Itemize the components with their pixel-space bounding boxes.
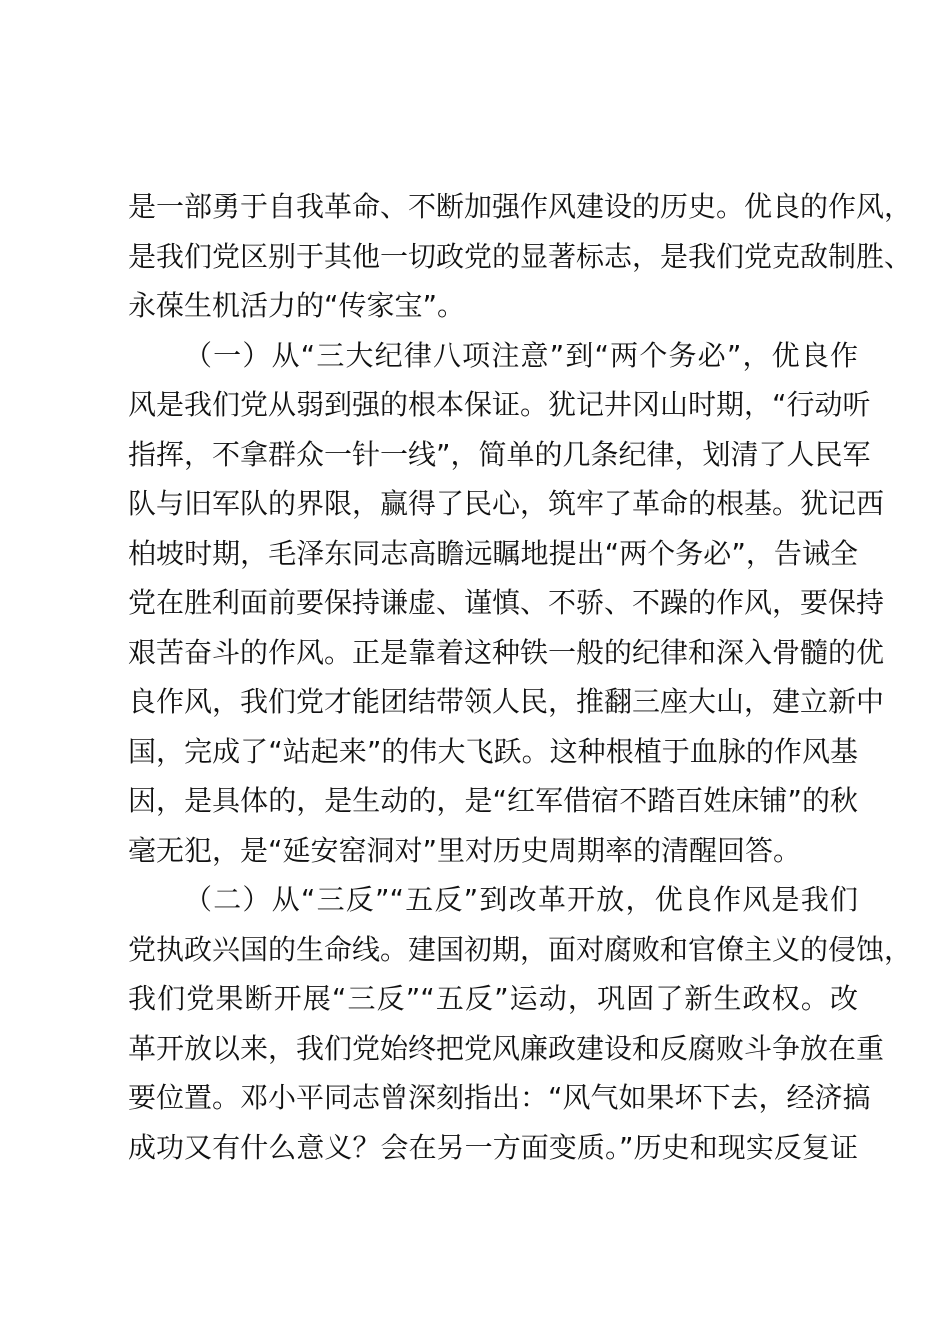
text-line: 因，是具体的，是生动的，是“红军借宿不踏百姓床铺”的秋 (128, 784, 858, 817)
text-line: 党执政兴国的生命线。建国初期，面对腐败和官僚主义的侵蚀， (128, 932, 913, 966)
paragraph-section-2 (128, 875, 913, 1172)
text-line: 良作风，我们党才能团结带领人民，推翻三座大山，建立新中 (128, 685, 885, 718)
text-line: 革开放以来，我们党始终把党风廉政建设和反腐败斗争放在重 (128, 1031, 885, 1065)
text-line: 艰苦奋斗的作风。正是靠着这种铁一般的纪律和深入骨髓的优 (128, 635, 885, 669)
paragraph-continuation (128, 182, 913, 331)
text-line: （一）从“三大纪律八项注意”到“两个务必”，优良作 (184, 338, 858, 372)
text-line: 风是我们党从弱到强的根本保证。犹记井冈山时期，“行动听 (128, 388, 871, 421)
text-line: 党在胜利面前要保持谦虚、谨慎、不骄、不躁的作风，要保持 (128, 586, 885, 619)
text-line: 要位置。邓小平同志曾深刻指出：“风气如果坏下去，经济搞 (128, 1081, 871, 1114)
text-line: 队与旧军队的界限，赢得了民心，筑牢了革命的根基。犹记西 (128, 487, 885, 520)
text-line: （二）从“三反”“五反”到改革开放，优良作风是我们 (184, 883, 858, 916)
text-line: 我们党果断开展“三反”“五反”运动，巩固了新生政权。改 (128, 982, 858, 1015)
text-line: 是一部勇于自我革命、不断加强作风建设的历史。优良的作风， (128, 190, 913, 223)
paragraph-section-1 (128, 331, 885, 876)
text-line: 柏坡时期，毛泽东同志高瞻远瞩地提出“两个务必”，告诫全 (128, 536, 858, 570)
text-line: 成功又有什么意义？会在另一方面变质。”历史和现实反复证 (128, 1130, 858, 1164)
text-line: 国，完成了“站起来”的伟大飞跃。这种根植于血脉的作风基 (128, 734, 858, 768)
text-line: 永葆生机活力的“传家宝”。 (128, 289, 466, 322)
text-line: 毫无犯，是“延安窑洞对”里对历史周期率的清醒回答。 (128, 833, 802, 867)
text-line: 是我们党区别于其他一切政党的显著标志，是我们党克敌制胜、 (128, 239, 913, 273)
body-text (128, 182, 913, 1172)
text-line: 指挥，不拿群众一针一线”，简单的几条纪律，划清了人民军 (128, 437, 871, 471)
